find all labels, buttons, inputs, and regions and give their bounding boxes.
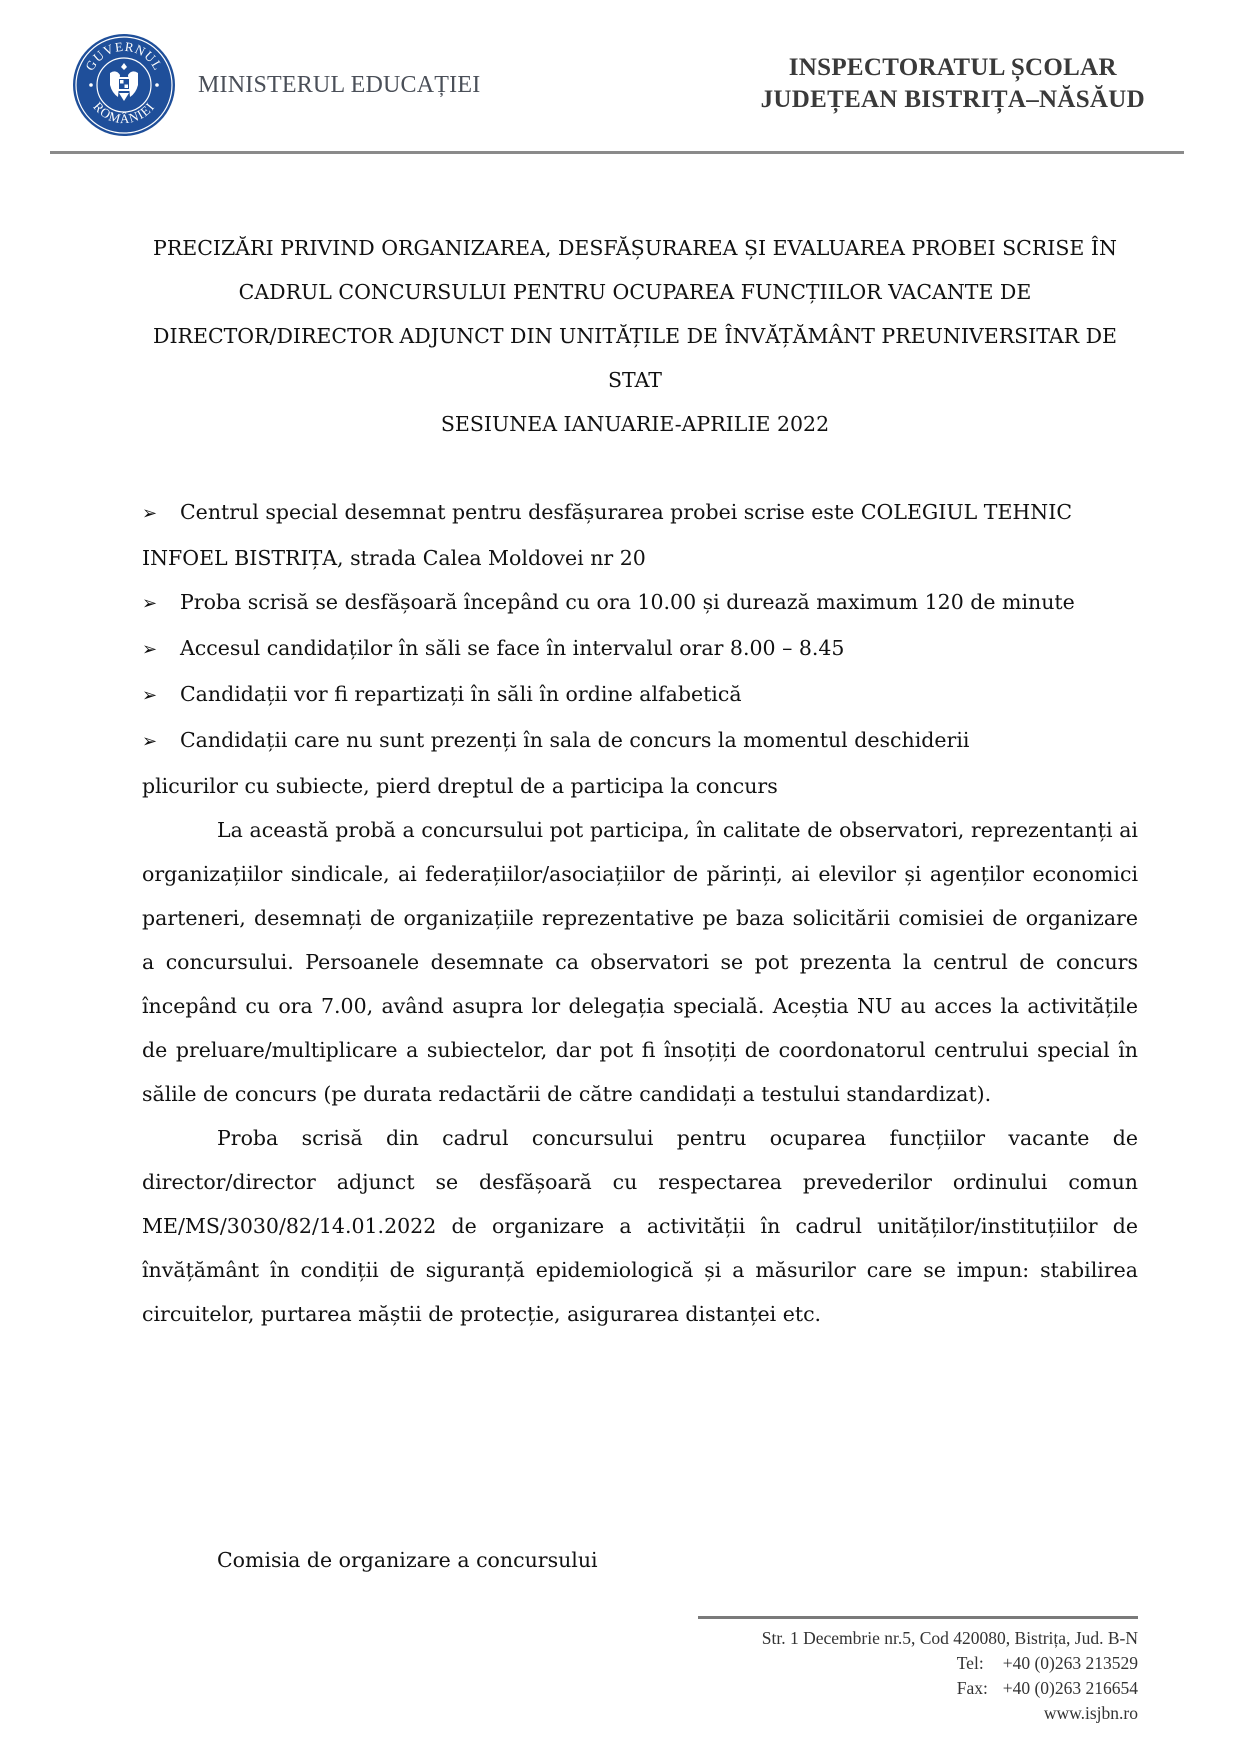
footer-fax xyxy=(762,1676,1138,1701)
institution-name xyxy=(761,52,1145,116)
bullet-text-continued: INFOEL BISTRIȚA, strada Calea Moldovei nr 20 xyxy=(142,546,646,570)
arrow-bullet-icon: ➢ xyxy=(142,639,158,660)
footer-divider xyxy=(698,1616,1138,1619)
title-line: PRECIZĂRI PRIVIND ORGANIZAREA, DESFĂȘURAREA ȘI EVALUAREA PROBEI SCRISE ÎN xyxy=(153,236,1117,260)
phone-number: +40 (0)263 213529 xyxy=(1002,1653,1138,1673)
title-line: STAT xyxy=(608,368,662,392)
bullet-text: Centrul special desemnat pentru desfășurarea probei scrise este COLEGIUL TEHNIC xyxy=(180,500,1073,524)
bullet-item xyxy=(142,626,1138,672)
phone-label: Tel: xyxy=(956,1653,984,1673)
fax-label: Fax: xyxy=(956,1678,988,1698)
header-divider xyxy=(50,151,1184,154)
bullet-text-continued: plicurilor cu subiecte, pierd dreptul de a participa la concurs xyxy=(142,774,778,798)
arrow-bullet-icon: ➢ xyxy=(142,731,158,752)
title-line: CADRUL CONCURSULUI PENTRU OCUPAREA FUNCȚIILOR VACANTE DE xyxy=(238,280,1032,304)
seal-bottom-text: ROMÂNIEI xyxy=(90,98,158,127)
footer-address: Str. 1 Decembrie nr.5, Cod 420080, Bistrița, Jud. B-N xyxy=(761,1628,1138,1648)
bullet-text: Proba scrisă se desfășoară începând cu ora 10.00 și durează maximum 120 de minute xyxy=(180,590,1075,614)
ministry-name: MINISTERUL EDUCAȚIEI xyxy=(198,72,481,98)
title-line: DIRECTOR/DIRECTOR ADJUNCT DIN UNITĂȚILE DE ÎNVĂȚĂMÂNT PREUNIVERSITAR DE xyxy=(153,324,1117,348)
bullet-text: Candidații care nu sunt prezenți în sala de concurs la momentul deschiderii xyxy=(180,728,970,752)
government-seal-logo xyxy=(72,33,176,137)
institution-line-1: INSPECTORATUL ȘCOLAR xyxy=(788,54,1117,81)
footer-website-link[interactable]: www.isjbn.ro xyxy=(1043,1703,1138,1723)
title-line: SESIUNEA IANUARIE-APRILIE 2022 xyxy=(440,412,830,436)
bullet-item xyxy=(142,672,1138,718)
institution-line-2: JUDEȚEAN BISTRIȚA–NĂSĂUD xyxy=(760,86,1145,113)
bullet-item xyxy=(142,490,1138,580)
bullet-item xyxy=(142,718,1138,808)
observers-paragraph: La această probă a concursului pot participa, în calitate de observatori, reprezentanți ai organizațiilor sindicale, ai federațiilor/asociațiilor de părinți, ai elevilor și agenților economici parteneri, desemnați de organizațiile reprezentative pe baza solicitării comisiei de organizare a concursului. Persoanele desemnate ca observatori se pot prezenta la centrul de concurs începând cu ora 7.00, având asupra lor delegația specială. Aceștia NU au acces la activitățile de preluare/multiplicare a subiectelor, dar pot fi însoțiți de coordonatorul centrului special în sălile de concurs (pe durata redactării de către candidați a testului standardizat). xyxy=(142,818,1138,1106)
letterhead xyxy=(0,0,1241,160)
document-title xyxy=(140,226,1130,446)
sanitary-rules-paragraph: Proba scrisă din cadrul concursului pentru ocuparea funcțiilor vacante de director/director adjunct se desfășoară cu respectarea prevederilor ordinului comun ME/MS/3030/82/14.01.2022 de organizare a activității în cadrul unităților/instituțiilor de învățământ în condiții de siguranță epidemiologică și a măsurilor care se impun: stabilirea circuitelor, purtarea măștii de protecție, asigurarea distanței etc. xyxy=(142,1126,1138,1326)
arrow-bullet-icon: ➢ xyxy=(142,503,158,524)
seal-top-text: GUVERNUL xyxy=(82,38,166,74)
signature-commission: Comisia de organizare a concursului xyxy=(217,1548,598,1572)
arrow-bullet-icon: ➢ xyxy=(142,685,158,706)
bullet-text: Accesul candidaților în săli se face în intervalul orar 8.00 – 8.45 xyxy=(180,636,845,660)
arrow-bullet-icon: ➢ xyxy=(142,593,158,614)
bullet-text: Candidații vor fi repartizați în săli în ordine alfabetică xyxy=(180,682,742,706)
bullet-item xyxy=(142,580,1138,626)
footer-phone xyxy=(762,1651,1138,1676)
contact-footer xyxy=(762,1626,1138,1726)
fax-number: +40 (0)263 216654 xyxy=(1002,1678,1138,1698)
document-body xyxy=(142,490,1138,1336)
